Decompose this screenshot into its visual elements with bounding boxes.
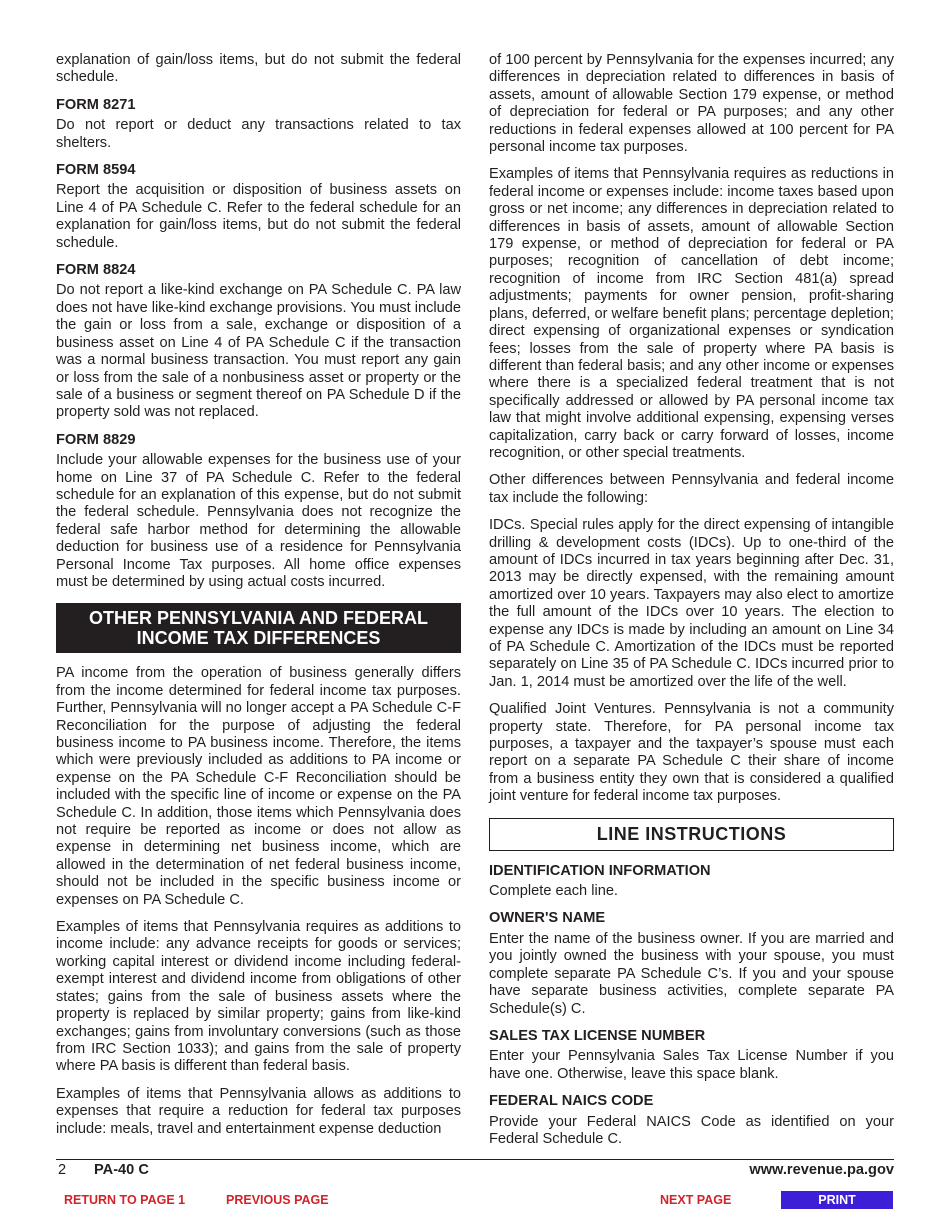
identification-body: Complete each line. bbox=[489, 883, 618, 900]
page-footer bbox=[56, 1161, 894, 1181]
banner-line-1: OTHER PENNSYLVANIA AND FEDERAL bbox=[88, 608, 428, 629]
previous-page-link[interactable]: PREVIOUS PAGE bbox=[226, 1193, 329, 1207]
owners-name-heading: OWNER'S NAME bbox=[489, 910, 606, 927]
form-8271-heading: FORM 8271 bbox=[56, 96, 136, 113]
continued-paragraph: of 100 percent by Pennsylvania for the expenses incurred; any differences in depreciation related to differences in basis of assets, amount of allowable Section 179 expense, or method of depreciation for federal or PA purposes; and any other reductions in federal expenses allowed at 100 percent for PA personal income tax purposes. bbox=[489, 52, 894, 156]
differences-paragraph-3: Examples of items that Pennsylvania allows as additions to expenses that require a reduction for federal tax purposes include: meals, travel and entertainment expense deduction bbox=[56, 1085, 461, 1137]
footer-divider bbox=[56, 1159, 894, 1160]
naics-heading: FEDERAL NAICS CODE bbox=[489, 1093, 654, 1110]
differences-paragraph-1: PA income from the operation of business generally differs from the income determined for federal income tax purposes. Further, Pennsylvania will no longer accept a PA Schedule C-F Reconciliation for the purpose of adjusting the federal business income to PA business income. Therefore, the items which were previously included as additions to PA income or expense on the PA Schedule C-F Reconciliation should be included with the specific line of income or expense on the PA Schedule C. In addition, those items which Pennsylvania does not require be reported as income or does not allow as expense in determining net business income, which are allowed in the determination of net federal business income, should not be included in the specific business income or expenses on PA Schedule C. bbox=[56, 665, 461, 908]
form-8829-heading: FORM 8829 bbox=[56, 431, 136, 448]
page-number: 2 bbox=[58, 1162, 67, 1178]
owners-name-body: Enter the name of the business owner. If you are married and you jointly owned the business with your spouse, you must complete separate PA Schedule C’s. If you and your spouse have separate business activities, complete separate PA Schedule(s) C. bbox=[489, 930, 894, 1017]
form-8271-body: Do not report or deduct any transactions related to tax shelters. bbox=[56, 117, 461, 151]
other-differences-paragraph: Other differences between Pennsylvania and federal income tax include the following: bbox=[489, 472, 894, 506]
intro-paragraph: explanation of gain/loss items, but do not submit the federal schedule. bbox=[56, 52, 461, 86]
idcs-paragraph: IDCs. Special rules apply for the direct expensing of intangible drilling & development costs (IDCs). Up to one-third of the amount of IDCs incurred in tax years beginning after Dec. 31, 2013 may be directly expensed, with the remaining amount amortized over 10 years. Taxpayers may also elect to amortize the full amount of the IDCs over 10 years. The election to expense any IDCs is made by including an amount on Line 34 of PA Schedule C. Amortization of the IDCs must be reported separately on Line 35 of PA Schedule C. IDCs incurred prior to Jan. 1, 2014 must be amortized over the life of the well. bbox=[489, 517, 894, 690]
form-8829-body: Include your allowable expenses for the business use of your home on Line 37 of PA Schedule C. Refer to the federal schedule for an explanation of this expense, but do not submit the federal schedule. Pennsylvania does not recognize the federal safe harbor method for determining the allowable deduction for business use of a residence for Pennsylvania Personal Income Tax purposes. All home office expenses must be determined by using actual costs incurred. bbox=[56, 452, 461, 590]
naics-body: Provide your Federal NAICS Code as identified on your Federal Schedule C. bbox=[489, 1113, 894, 1147]
identification-heading: IDENTIFICATION INFORMATION bbox=[489, 862, 711, 879]
joint-ventures-paragraph: Qualified Joint Ventures. Pennsylvania is not a community property state. Therefore, for PA personal income tax purposes, a taxpayer and the taxpayer’s spouse must each report on a separate PA Schedule C their share of income from a business entity they own that is considered a qualified joint venture for federal income tax purposes. bbox=[489, 701, 894, 805]
next-page-link[interactable]: NEXT PAGE bbox=[660, 1193, 732, 1207]
sales-tax-body: Enter your Pennsylvania Sales Tax License Number if you have one. Otherwise, leave this space blank. bbox=[489, 1048, 894, 1082]
sales-tax-heading: SALES TAX LICENSE NUMBER bbox=[489, 1027, 706, 1044]
right-column bbox=[489, 52, 894, 1158]
form-8594-body: Report the acquisition or disposition of business assets on Line 4 of PA Schedule C. Refer to the federal schedule for an explanation for gain/loss items, but do not submit the federal schedule. bbox=[56, 182, 461, 251]
form-8594-heading: FORM 8594 bbox=[56, 162, 136, 179]
left-column bbox=[56, 52, 461, 1148]
form-id: PA-40 C bbox=[94, 1162, 149, 1178]
banner-line-2: INCOME TAX DIFFERENCES bbox=[136, 628, 381, 649]
print-button[interactable]: PRINT bbox=[781, 1191, 893, 1209]
reductions-paragraph: Examples of items that Pennsylvania requires as reductions in federal income or expenses include: income taxes based upon gross or net income; any differences in depreciation related to differences in basis of assets, amount of allowable Section 179 expense, or method of depreciation for federal or PA purposes; recognition of cancellation of debt income; recognition of income from IRC Section 481(a) spread adjustments; payments for owner pension, profit-sharing plans, deferred, or welfare benefit plans; percentage depletion; direct expensing of organizational expenses or syndication fees; losses from the sale of property where PA basis is different than federal basis; and any other income or expenses where there is a specialized federal treatment that is not specifically addressed or allowed by PA personal income tax law that might involve additional expensing, expensing verses capitalization, carry back or carry forward of losses, income recognition, or other special treatments. bbox=[489, 166, 894, 461]
differences-paragraph-2: Examples of items that Pennsylvania requires as additions to income include: any advance receipts for goods or services; working capital interest or dividend income including federal-exempt interest and dividend income from obligations of other states; gains from the sale of business assets where the property is replaced by similar property; gains from like-kind exchanges; gains from involuntary conversions (such as those from IRC Section 1033); and gains from the sale of property where PA basis is different than federal basis. bbox=[56, 919, 461, 1075]
line-instructions-heading: LINE INSTRUCTIONS bbox=[489, 818, 894, 851]
form-8824-heading: FORM 8824 bbox=[56, 262, 136, 279]
return-to-page-1-link[interactable]: RETURN TO PAGE 1 bbox=[64, 1193, 186, 1207]
website-url: www.revenue.pa.gov bbox=[749, 1162, 894, 1178]
form-8824-body: Do not report a like-kind exchange on PA Schedule C. PA law does not have like-kind exchange provisions. You must include the gain or loss from a sale, exchange or disposition of a business asset on Line 4 of PA Schedule C if the transaction was a normal business transaction. You must report any gain or loss from the sale of a nonbusiness asset or property or the sale of a business or segment thereof on PA Schedule D if the property sold was not replaced. bbox=[56, 282, 461, 421]
section-banner-tax-differences bbox=[56, 603, 461, 653]
